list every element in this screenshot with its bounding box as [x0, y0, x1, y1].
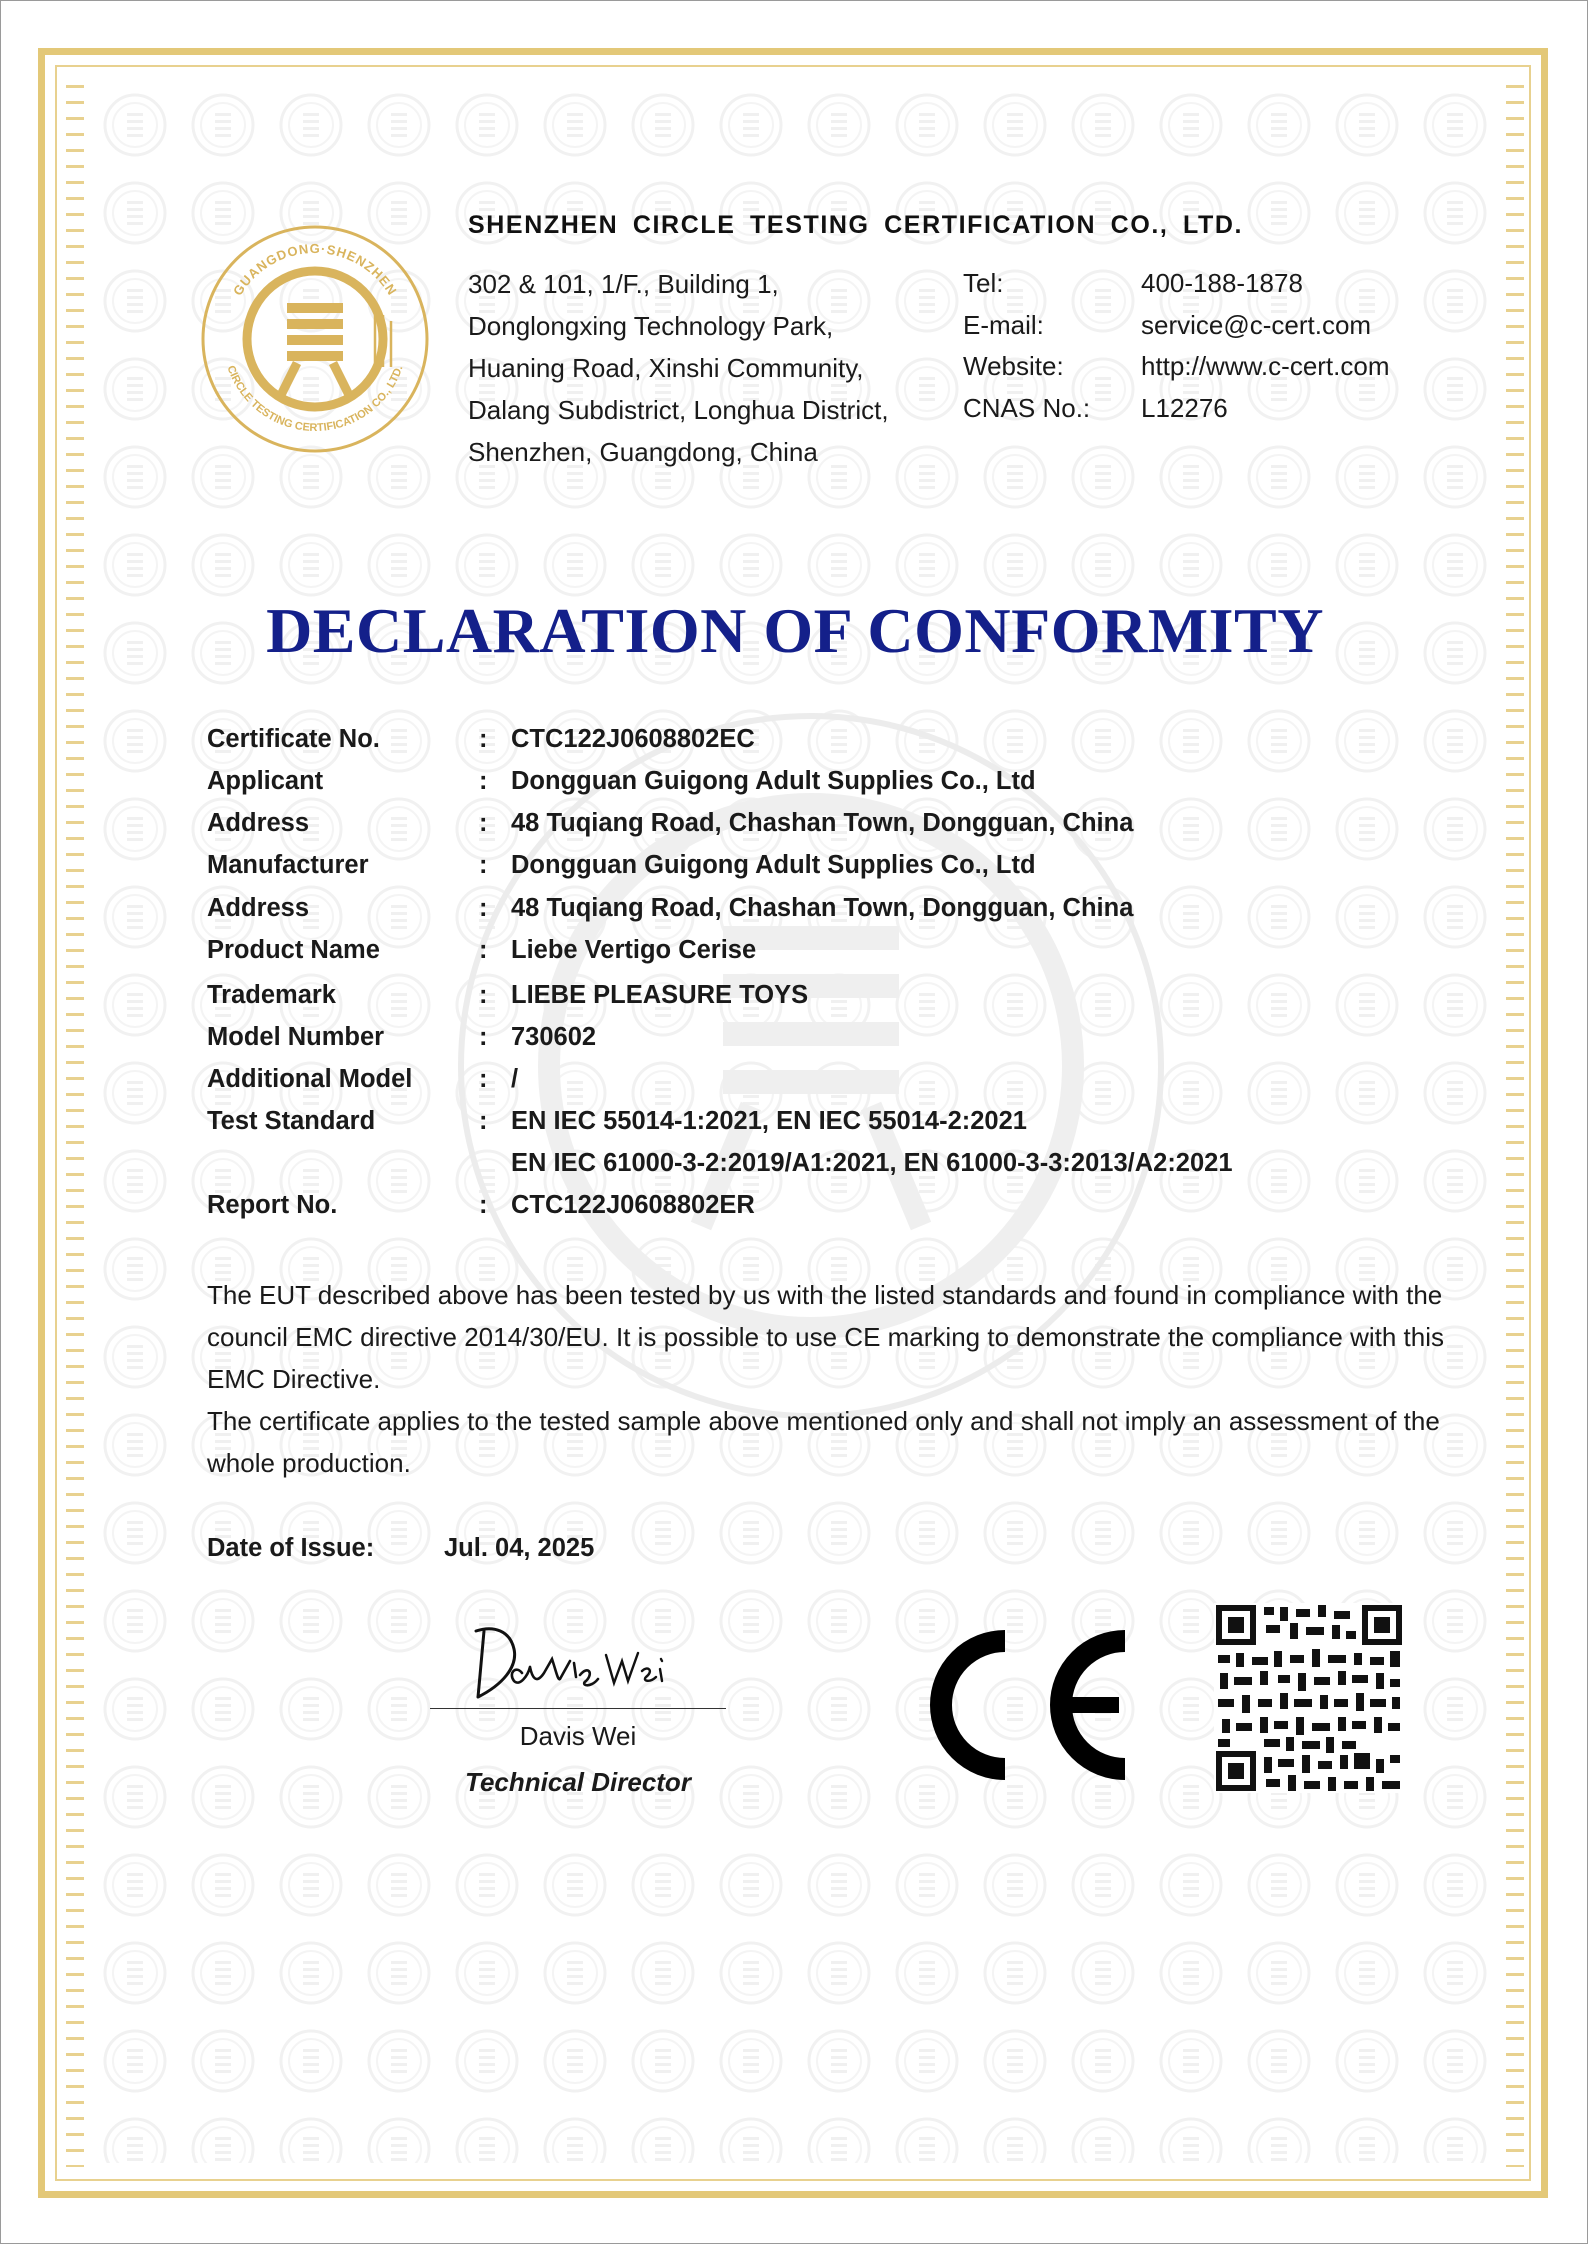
field-label: Certificate No.: [207, 725, 380, 753]
issuer-name: SHENZHEN CIRCLE TESTING CERTIFICATION CO., LTD.: [468, 211, 1244, 239]
handwritten-signature: [456, 1615, 686, 1707]
field-value: 48 Tuqiang Road, Chashan Town, Dongguan, China: [511, 894, 1134, 922]
field-value: CTC122J0608802ER: [511, 1191, 755, 1219]
field-label: Address: [207, 809, 310, 837]
contact-label: CNAS No.:: [963, 392, 1091, 423]
field-value: Liebe Vertigo Cerise: [511, 936, 757, 964]
address-line: Donglongxing Technology Park,: [468, 311, 834, 341]
statement-paragraph: The EUT described above has been tested by us with the listed standards and found in compliance with the council EMC directive 2014/30/EU. It is possible to use CE marking to demonstrate the compliance with this EMC Directive.: [207, 1280, 1445, 1394]
contact-value: 400-188-1878: [1141, 268, 1303, 298]
qr-code-icon: [1214, 1603, 1404, 1793]
contact-value: http://www.c-cert.com: [1141, 351, 1390, 381]
date-of-issue: [207, 1534, 595, 1563]
issue-label: Date of Issue:: [207, 1534, 375, 1562]
field-label: Model Number: [207, 1023, 385, 1051]
signatory-name: Davis Wei: [519, 1721, 637, 1751]
ce-mark-icon: [925, 1629, 1135, 1781]
address-line: Shenzhen, Guangdong, China: [468, 437, 818, 467]
field-value: /: [511, 1065, 519, 1093]
field-label: Trademark: [207, 981, 336, 1009]
contact-label: E-mail:: [963, 309, 1044, 340]
field-value: 730602: [511, 1023, 597, 1051]
issuer-address: [468, 263, 889, 473]
signature-line: [430, 1708, 726, 1709]
field-value: Dongguan Guigong Adult Supplies Co., Ltd: [511, 851, 1036, 879]
field-label: Report No.: [207, 1191, 338, 1219]
contact-website: [963, 346, 1390, 388]
contact-cnas: [963, 388, 1390, 430]
address-line: Huaning Road, Xinshi Community,: [468, 353, 864, 383]
compliance-statement: [207, 1274, 1447, 1484]
field-label: Product Name: [207, 936, 380, 964]
contact-email: [963, 305, 1390, 347]
contact-value: L12276: [1141, 392, 1228, 423]
contact-value: service@c-cert.com: [1141, 309, 1372, 340]
field-label: Applicant: [207, 767, 324, 795]
svg-text:CIRCLE TESTING CERTIFICATION C: [224, 364, 405, 434]
field-value: 48 Tuqiang Road, Chashan Town, Dongguan, China: [511, 809, 1134, 837]
document-title: DECLARATION OF CONFORMITY: [266, 595, 1324, 666]
field-label: Additional Model: [207, 1065, 413, 1093]
address-line: Dalang Subdistrict, Longhua District,: [468, 395, 889, 425]
field-label: Test Standard: [207, 1107, 376, 1135]
seal-text-top: GUANGDONG·SHENZHEN: [229, 240, 401, 299]
certificate-page: GUANGDONG·SHENZHEN CIRCLE TESTING CERTIFICATION CO., LTD. SHENZHEN CIRCLE TESTING CERTIFICATION CO., LTD. 302 & 101, 1/F., Building 1, Donglongxing Technology Park, Huaning Road, Xinshi Community, Dalang Subdistrict, Longhua District, Shenzhen, Guangdong, China Tel: 400-188-1878 E-mail: service@c-cert.com Website: http://www.c-cert.com CNAS No.: L12276 DECLARATION OF CONFORMITY Certificate No. : CTC122J0608802EC Applicant : Dongguan Guigong Adult Supplies Co., Ltd Address : 48 Tuqiang Road, Chashan Town, Dongguan, China Manufacturer : Dongguan Guigong Adult Supplies Co., Ltd Address : 48 Tuqiang Road, Chashan Town, Dongguan, China Product Name : Liebe Vertigo Cerise Trademark : LIEBE PLEASURE TOYS Model Number : 730602 Additional Model : / Test Standard : EN IEC 55014-1:2021, EN IEC 55014-2:2021 EN IEC 61000-3-2:2019/A1:2021, EN 61000-3-3:2013/A2:2021 Report No. : CTC122J0608802ER The EUT described above has been tested by us with the listed standards and found in compliance with the council EMC directive 2014/30/EU. It is possible to use CE marking to demonstrate the compliance with this EMC Directive. The certificate applies to the tested sample above mentioned only and shall not imply an assessment of the whole production. Date of Issue: Jul. 04, 2025 Davis Wei Technical Director: [0, 0, 1588, 2244]
field-value: EN IEC 61000-3-2:2019/A1:2021, EN 61000-3-3:2013/A2:2021: [511, 1149, 1233, 1177]
field-label: Address: [207, 894, 310, 922]
contact-label: Website:: [963, 351, 1064, 381]
field-label: Manufacturer: [207, 851, 369, 879]
company-seal-icon: [199, 223, 431, 455]
issuer-contacts: [963, 263, 1390, 429]
issue-date: Jul. 04, 2025: [444, 1534, 595, 1562]
statement-paragraph: The certificate applies to the tested sample above mentioned only and shall not imply an assessment of the whole production.: [207, 1406, 1440, 1478]
field-value: LIEBE PLEASURE TOYS: [511, 981, 809, 1009]
contact-tel: [963, 263, 1390, 305]
seal-text-bottom: CIRCLE TESTING CERTIFICATION CO., LTD.: [224, 363, 406, 435]
field-value: CTC122J0608802EC: [511, 725, 755, 753]
signatory-role: Technical Director: [465, 1767, 691, 1797]
contact-label: Tel:: [963, 268, 1004, 298]
field-value: EN IEC 55014-1:2021, EN IEC 55014-2:2021: [511, 1107, 1027, 1135]
field-value: Dongguan Guigong Adult Supplies Co., Ltd: [511, 767, 1036, 795]
address-line: 302 & 101, 1/F., Building 1,: [468, 269, 779, 299]
